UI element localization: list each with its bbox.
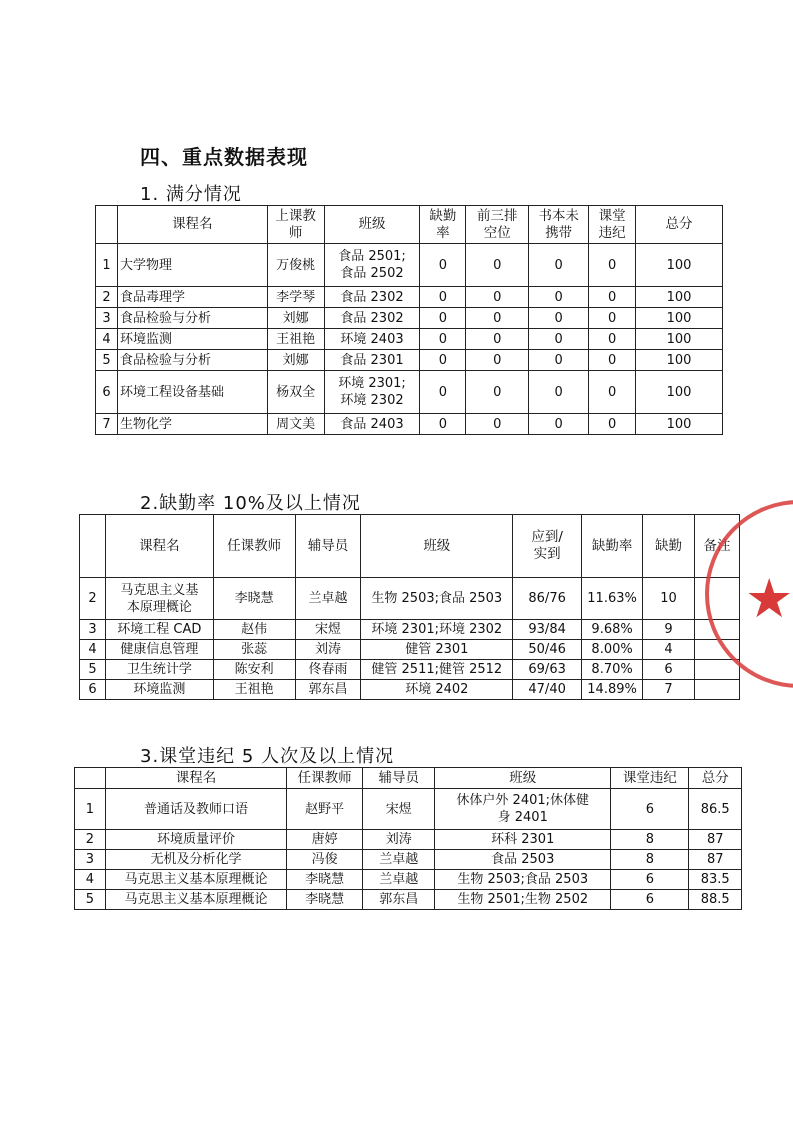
cell-no: 1 [96, 244, 118, 287]
cell-class: 生物 2503;食品 2503 [435, 870, 611, 890]
section-title: 四、重点数据表现 [140, 145, 308, 169]
table-header-row [96, 206, 723, 244]
cell-no: 2 [80, 578, 106, 620]
cell-teacher: 张蕊 [213, 640, 295, 660]
cell-class: 环境 2301;环境 2302 [361, 620, 513, 640]
cell-absence: 0 [420, 329, 466, 350]
discipline-heading: 3.课堂违纪 5 人次及以上情况 [140, 746, 395, 767]
column-header-6: 书本未 携带 [529, 206, 589, 244]
cell-teacher: 赵野平 [287, 789, 363, 830]
table-body [80, 578, 740, 700]
cell-counselor: 宋煜 [363, 789, 435, 830]
cell-discipline: 0 [589, 329, 636, 350]
table-row [75, 890, 742, 910]
cell-book: 0 [529, 287, 589, 308]
cell-total: 100 [636, 350, 723, 371]
cell-total: 100 [636, 308, 723, 329]
cell-class: 休体户外 2401;休体健 身 2401 [435, 789, 611, 830]
cell-no: 6 [80, 680, 106, 700]
table-row [96, 371, 723, 414]
cell-course: 环境工程设备基础 [117, 371, 267, 414]
cell-class: 食品 2503 [435, 850, 611, 870]
cell-total: 100 [636, 329, 723, 350]
cell-absent: 6 [643, 660, 695, 680]
cell-book: 0 [529, 244, 589, 287]
cell-course: 普通话及教师口语 [105, 789, 286, 830]
column-header-4: 班级 [435, 768, 611, 789]
cell-course: 环境质量评价 [105, 830, 286, 850]
cell-front: 0 [466, 414, 529, 435]
absence-rate-table [79, 514, 740, 700]
table-row [75, 870, 742, 890]
table-row [75, 850, 742, 870]
cell-total: 87 [689, 830, 742, 850]
cell-absent: 7 [643, 680, 695, 700]
cell-counselor: 兰卓越 [295, 578, 361, 620]
column-header-4: 班级 [361, 515, 513, 578]
cell-no: 2 [75, 830, 106, 850]
column-header-6: 缺勤率 [582, 515, 643, 578]
cell-counselor: 刘涛 [295, 640, 361, 660]
table-body [96, 244, 723, 435]
cell-rate: 11.63% [582, 578, 643, 620]
table-body [75, 789, 742, 910]
cell-class: 环境 2301; 环境 2302 [324, 371, 420, 414]
seal-star-icon: ★ [745, 567, 793, 630]
absence-rate-heading: 2.缺勤率 10%及以上情况 [140, 493, 361, 514]
cell-absence: 0 [420, 350, 466, 371]
cell-discipline: 0 [589, 371, 636, 414]
table-row [96, 350, 723, 371]
column-header-0 [75, 768, 106, 789]
cell-count: 6 [611, 890, 689, 910]
cell-class: 环境 2403 [324, 329, 420, 350]
cell-course: 环境监测 [105, 680, 213, 700]
cell-course: 大学物理 [117, 244, 267, 287]
cell-teacher: 陈安利 [213, 660, 295, 680]
cell-course: 食品检验与分析 [117, 308, 267, 329]
full-score-table [95, 205, 723, 435]
cell-absence: 0 [420, 244, 466, 287]
cell-teacher: 李晓慧 [213, 578, 295, 620]
cell-counselor: 兰卓越 [363, 870, 435, 890]
cell-course: 生物化学 [117, 414, 267, 435]
cell-ratio: 93/84 [513, 620, 582, 640]
cell-teacher: 李晓慧 [287, 890, 363, 910]
column-header-4: 缺勤 率 [420, 206, 466, 244]
cell-class: 环境 2402 [361, 680, 513, 700]
cell-front: 0 [466, 287, 529, 308]
cell-book: 0 [529, 308, 589, 329]
cell-total: 100 [636, 371, 723, 414]
cell-ratio: 47/40 [513, 680, 582, 700]
cell-front: 0 [466, 350, 529, 371]
cell-rate: 14.89% [582, 680, 643, 700]
cell-class: 食品 2301 [324, 350, 420, 371]
cell-no: 5 [75, 890, 106, 910]
cell-discipline: 0 [589, 308, 636, 329]
cell-no: 3 [80, 620, 106, 640]
cell-discipline: 0 [589, 350, 636, 371]
cell-teacher: 李学琴 [267, 287, 324, 308]
cell-class: 生物 2503;食品 2503 [361, 578, 513, 620]
cell-course: 马克思主义基 本原理概论 [105, 578, 213, 620]
column-header-8: 备注 [694, 515, 739, 578]
cell-absence: 0 [420, 287, 466, 308]
cell-teacher: 万俊桃 [267, 244, 324, 287]
column-header-3: 辅导员 [295, 515, 361, 578]
column-header-7: 缺勤 [643, 515, 695, 578]
cell-ratio: 69/63 [513, 660, 582, 680]
cell-teacher: 冯俊 [287, 850, 363, 870]
cell-front: 0 [466, 371, 529, 414]
cell-teacher: 赵伟 [213, 620, 295, 640]
cell-total: 87 [689, 850, 742, 870]
cell-front: 0 [466, 329, 529, 350]
cell-rate: 8.70% [582, 660, 643, 680]
cell-total: 88.5 [689, 890, 742, 910]
cell-rate: 8.00% [582, 640, 643, 660]
cell-counselor: 佟春雨 [295, 660, 361, 680]
column-header-5: 应到/ 实到 [513, 515, 582, 578]
cell-absent: 10 [643, 578, 695, 620]
table-row [80, 680, 740, 700]
cell-absence: 0 [420, 308, 466, 329]
cell-class: 食品 2302 [324, 308, 420, 329]
table-row [96, 414, 723, 435]
table-row [96, 308, 723, 329]
cell-count: 6 [611, 789, 689, 830]
cell-total: 86.5 [689, 789, 742, 830]
column-header-5: 课堂违纪 [611, 768, 689, 789]
cell-ratio: 50/46 [513, 640, 582, 660]
column-header-2: 上课教 师 [267, 206, 324, 244]
table-row [80, 660, 740, 680]
cell-discipline: 0 [589, 244, 636, 287]
column-header-5: 前三排 空位 [466, 206, 529, 244]
cell-discipline: 0 [589, 287, 636, 308]
cell-note [694, 660, 739, 680]
cell-count: 6 [611, 870, 689, 890]
cell-counselor: 宋煜 [295, 620, 361, 640]
cell-no: 4 [75, 870, 106, 890]
cell-absence: 0 [420, 414, 466, 435]
column-header-2: 任课教师 [287, 768, 363, 789]
cell-course: 食品毒理学 [117, 287, 267, 308]
cell-book: 0 [529, 414, 589, 435]
column-header-1: 课程名 [105, 515, 213, 578]
table-header-row [75, 768, 742, 789]
cell-no: 3 [96, 308, 118, 329]
cell-course: 环境工程 CAD [105, 620, 213, 640]
cell-note [694, 680, 739, 700]
cell-absence: 0 [420, 371, 466, 414]
cell-count: 8 [611, 850, 689, 870]
cell-course: 无机及分析化学 [105, 850, 286, 870]
cell-book: 0 [529, 371, 589, 414]
cell-total: 100 [636, 414, 723, 435]
cell-counselor: 郭东昌 [363, 890, 435, 910]
cell-no: 6 [96, 371, 118, 414]
cell-total: 100 [636, 287, 723, 308]
cell-front: 0 [466, 244, 529, 287]
cell-course: 环境监测 [117, 329, 267, 350]
cell-class: 健管 2511;健管 2512 [361, 660, 513, 680]
discipline-table [74, 767, 742, 910]
cell-class: 健管 2301 [361, 640, 513, 660]
column-header-3: 班级 [324, 206, 420, 244]
column-header-7: 课堂 违纪 [589, 206, 636, 244]
table-row [75, 789, 742, 830]
table-row [80, 620, 740, 640]
cell-absent: 4 [643, 640, 695, 660]
cell-teacher: 周文美 [267, 414, 324, 435]
column-header-0 [80, 515, 106, 578]
cell-total: 100 [636, 244, 723, 287]
cell-class: 食品 2403 [324, 414, 420, 435]
cell-class: 食品 2501; 食品 2502 [324, 244, 420, 287]
cell-no: 1 [75, 789, 106, 830]
cell-class: 食品 2302 [324, 287, 420, 308]
column-header-8: 总分 [636, 206, 723, 244]
cell-counselor: 刘涛 [363, 830, 435, 850]
column-header-1: 课程名 [105, 768, 286, 789]
table-header-row [80, 515, 740, 578]
cell-no: 4 [80, 640, 106, 660]
cell-no: 5 [96, 350, 118, 371]
cell-no: 3 [75, 850, 106, 870]
cell-course: 马克思主义基本原理概论 [105, 870, 286, 890]
cell-teacher: 王祖艳 [213, 680, 295, 700]
cell-course: 马克思主义基本原理概论 [105, 890, 286, 910]
column-header-2: 任课教师 [213, 515, 295, 578]
column-header-6: 总分 [689, 768, 742, 789]
cell-counselor: 兰卓越 [363, 850, 435, 870]
cell-teacher: 王祖艳 [267, 329, 324, 350]
table-row [75, 830, 742, 850]
table-row [80, 640, 740, 660]
column-header-1: 课程名 [117, 206, 267, 244]
cell-total: 83.5 [689, 870, 742, 890]
cell-no: 4 [96, 329, 118, 350]
table-row [96, 287, 723, 308]
column-header-3: 辅导员 [363, 768, 435, 789]
table-row [80, 578, 740, 620]
cell-book: 0 [529, 350, 589, 371]
cell-teacher: 李晓慧 [287, 870, 363, 890]
table-row [96, 244, 723, 287]
column-header-0 [96, 206, 118, 244]
cell-ratio: 86/76 [513, 578, 582, 620]
cell-class: 生物 2501;生物 2502 [435, 890, 611, 910]
cell-teacher: 杨双全 [267, 371, 324, 414]
cell-front: 0 [466, 308, 529, 329]
table-row [96, 329, 723, 350]
cell-book: 0 [529, 329, 589, 350]
cell-rate: 9.68% [582, 620, 643, 640]
cell-counselor: 郭东昌 [295, 680, 361, 700]
cell-teacher: 刘娜 [267, 308, 324, 329]
cell-count: 8 [611, 830, 689, 850]
cell-teacher: 唐婷 [287, 830, 363, 850]
cell-no: 7 [96, 414, 118, 435]
cell-no: 5 [80, 660, 106, 680]
cell-absent: 9 [643, 620, 695, 640]
cell-teacher: 刘娜 [267, 350, 324, 371]
cell-course: 健康信息管理 [105, 640, 213, 660]
cell-course: 食品检验与分析 [117, 350, 267, 371]
cell-no: 2 [96, 287, 118, 308]
cell-class: 环科 2301 [435, 830, 611, 850]
cell-course: 卫生统计学 [105, 660, 213, 680]
full-score-heading: 1. 满分情况 [140, 184, 242, 205]
cell-discipline: 0 [589, 414, 636, 435]
